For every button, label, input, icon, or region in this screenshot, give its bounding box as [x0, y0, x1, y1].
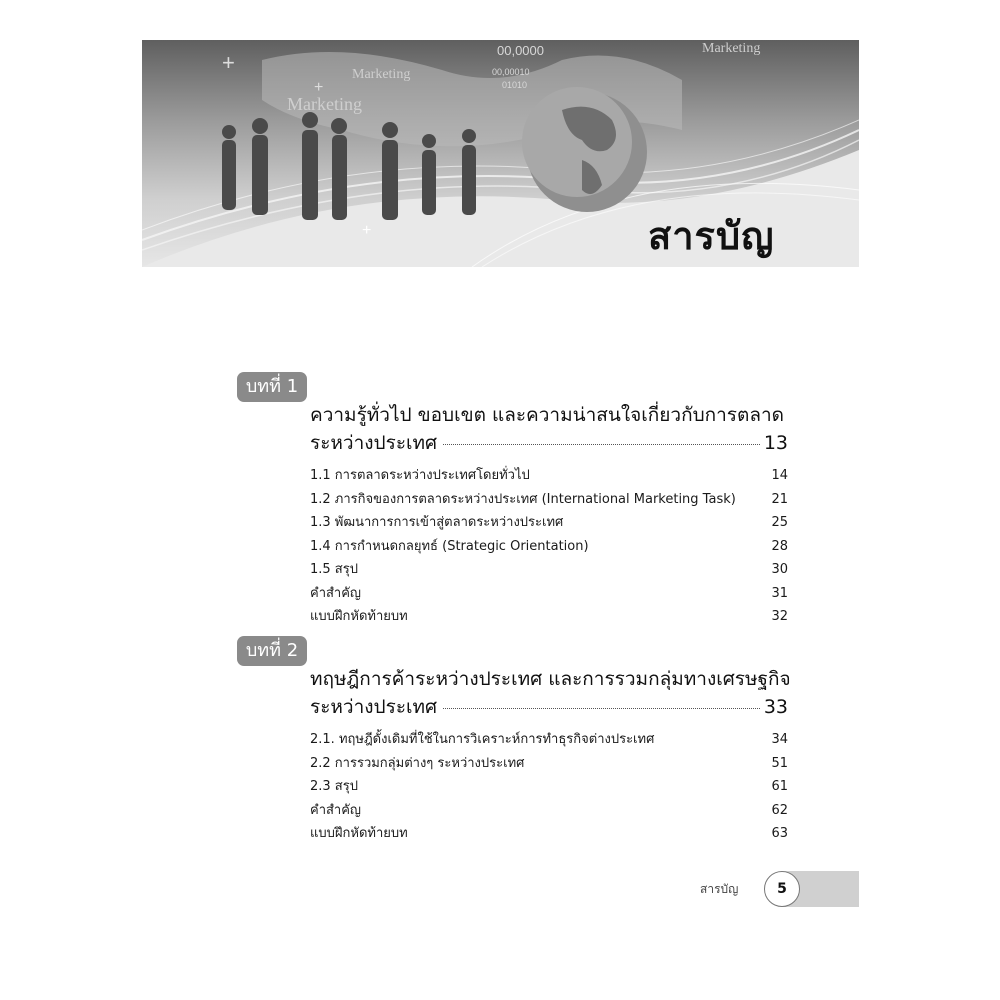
toc-entry[interactable]	[310, 535, 788, 559]
footer-label: สารบัญ	[700, 882, 739, 896]
toc-entry-label: 1.1 การตลาดระหว่างประเทศโดยทั่วไป	[310, 468, 530, 483]
page-title: สารบัญ	[648, 214, 775, 258]
toc-entry[interactable]	[310, 511, 788, 535]
toc-entry-page: 28	[771, 538, 788, 554]
toc-entry-page: 61	[771, 779, 788, 794]
toc-entry-label: 2.2 การรวมกลุ่มต่างๆ ระหว่างประเทศ	[310, 755, 525, 771]
toc-entry[interactable]	[310, 728, 788, 752]
toc-entry-page: 31	[771, 585, 788, 601]
toc-entry-label: 1.2 ภารกิจของการตลาดระหว่างประเทศ (International Marketing Task)	[310, 491, 736, 507]
svg-text:00,00010: 00,00010	[492, 67, 530, 77]
chapter-title-line[interactable]	[310, 428, 788, 458]
toc-entry-page: 30	[771, 562, 788, 577]
page-number: 5	[764, 871, 800, 907]
toc-entry-label: 1.5 สรุป	[310, 562, 358, 577]
dot-leader	[443, 708, 760, 709]
chapter-page-number: 33	[763, 696, 788, 718]
toc-entry-page: 51	[771, 755, 788, 771]
chapter-1	[237, 372, 788, 622]
toc-entry-label: แบบฝึกหัดท้ายบท	[310, 609, 408, 624]
toc-list	[310, 464, 788, 629]
toc-entry[interactable]	[310, 464, 788, 488]
toc-entry[interactable]	[310, 752, 788, 776]
toc-entry[interactable]	[310, 822, 788, 846]
chapter-badge: บทที่ 2	[237, 636, 307, 666]
chapter-title: ความรู้ทั่วไป ขอบเขต และความน่าสนใจเกี่ยวกับการตลาด	[310, 404, 784, 426]
toc-entry-page: 14	[771, 468, 788, 483]
svg-text:+: +	[362, 222, 372, 239]
chapter-page-number: 13	[763, 432, 788, 454]
chapter-2	[237, 636, 791, 841]
svg-text:Marketing: Marketing	[352, 67, 411, 82]
svg-text:Marketing: Marketing	[287, 94, 362, 114]
svg-text:01010: 01010	[502, 80, 528, 90]
chapter-title-continued: ระหว่างประเทศ	[310, 696, 438, 718]
toc-list	[310, 728, 788, 846]
toc-entry[interactable]	[310, 582, 788, 606]
svg-text:+: +	[314, 79, 324, 96]
toc-entry-page: 32	[771, 609, 788, 624]
toc-entry-page: 21	[771, 491, 788, 507]
toc-entry-label: 2.1. ทฤษฎีดั้งเดิมที่ใช้ในการวิเคราะห์การทำธุรกิจต่างประเทศ	[310, 732, 655, 747]
toc-entry-page: 34	[771, 732, 788, 747]
chapter-title-continued: ระหว่างประเทศ	[310, 432, 438, 454]
toc-entry-page: 25	[771, 515, 788, 530]
toc-entry-page: 62	[771, 802, 788, 818]
toc-entry-label: คำสำคัญ	[310, 802, 362, 818]
chapter-badge: บทที่ 1	[237, 372, 307, 402]
chapter-title-line[interactable]	[310, 692, 788, 722]
toc-entry-label: 2.3 สรุป	[310, 779, 358, 794]
toc-entry[interactable]	[310, 488, 788, 512]
svg-text:+: +	[222, 50, 235, 75]
svg-text:00,0000: 00,0000	[497, 43, 544, 58]
toc-entry-label: แบบฝึกหัดท้ายบท	[310, 826, 408, 841]
toc-entry-page: 63	[771, 826, 788, 841]
toc-entry-label: คำสำคัญ	[310, 585, 362, 601]
toc-entry[interactable]	[310, 775, 788, 799]
toc-entry[interactable]	[310, 605, 788, 629]
toc-entry-label: 1.4 การกำหนดกลยุทธ์ (Strategic Orientation)	[310, 538, 589, 554]
dot-leader	[443, 444, 760, 445]
toc-entry[interactable]	[310, 558, 788, 582]
toc-entry[interactable]	[310, 799, 788, 823]
svg-text:Marketing: Marketing	[702, 41, 761, 56]
chapter-title: ทฤษฎีการค้าระหว่างประเทศ และการรวมกลุ่มทางเศรษฐกิจ	[310, 668, 791, 690]
toc-entry-label: 1.3 พัฒนาการการเข้าสู่ตลาดระหว่างประเทศ	[310, 515, 564, 530]
